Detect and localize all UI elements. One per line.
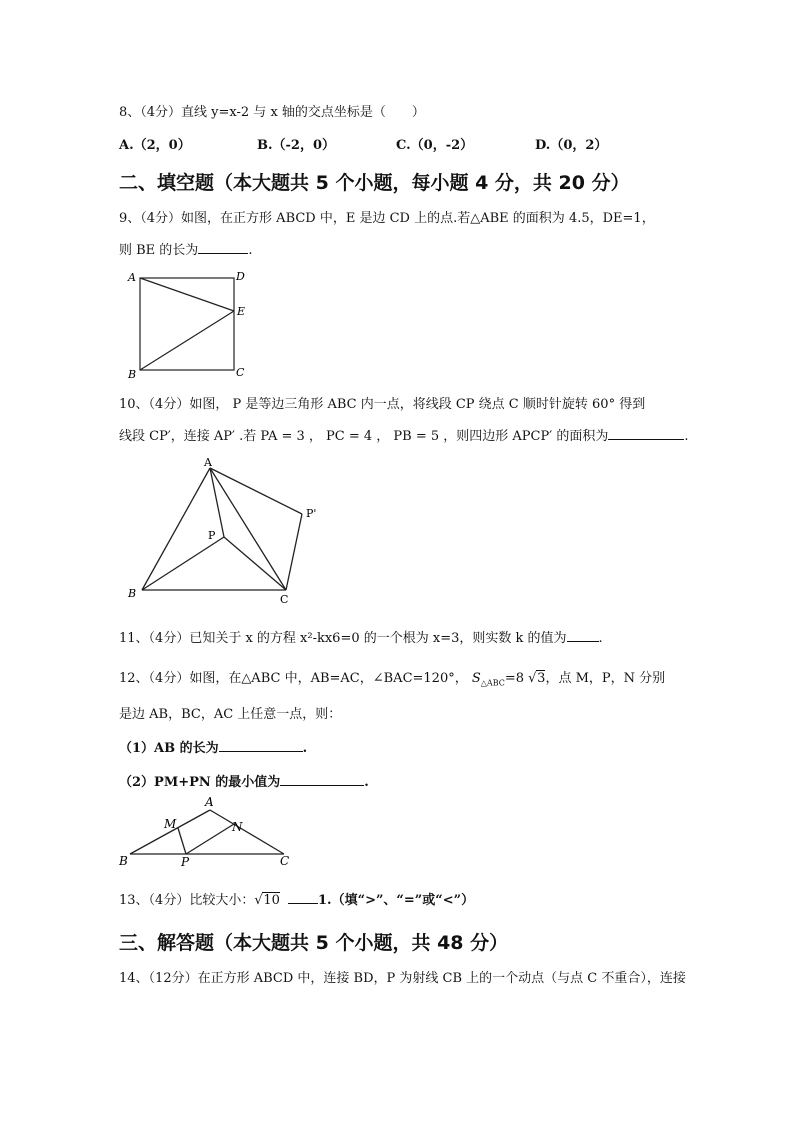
- q12-figure: [114, 794, 304, 870]
- q12-sqrt-value: 3: [537, 671, 546, 686]
- q9-label-d: D: [236, 270, 245, 283]
- q13-instruction: 1.（填“>”、“=”或“<”）: [318, 893, 475, 908]
- q8-option-d: D.（0，2）: [535, 138, 608, 153]
- q9-period: .: [248, 243, 253, 258]
- q9-figure: [118, 266, 258, 382]
- q9-label-a: A: [128, 271, 136, 284]
- q13-prompt: 13、（4分）比较大小：: [119, 893, 255, 908]
- q9-prompt: 则 BE 的长为: [119, 243, 199, 258]
- q9-label-b: B: [128, 368, 137, 381]
- q12-part1-blank: [219, 738, 303, 752]
- q12-segment-pn: [186, 824, 234, 854]
- q10-figure: [122, 454, 332, 604]
- q8-option-c: C.（0，-2）: [396, 138, 474, 153]
- q13-answer-blank: [288, 890, 318, 904]
- q10-answer-blank: [608, 426, 684, 440]
- q10-period: .: [684, 429, 689, 444]
- q14-line: 14、（12分）在正方形 ABCD 中，连接 BD，P 为射线 CB 上的一个动点（与点 C 不重合），连接: [119, 971, 686, 986]
- q12-part2-blank: [280, 772, 364, 786]
- q10-label-c: C: [280, 593, 289, 604]
- q11-line: [119, 628, 603, 648]
- q12-part1-period: .: [302, 741, 308, 756]
- q12-segment-mp: [178, 828, 186, 854]
- q10-segment-p2c: [286, 514, 302, 590]
- q9-line2: [119, 240, 252, 260]
- q11-period: .: [598, 631, 603, 646]
- q12-part1-prompt: （1）AB 的长为: [119, 741, 219, 756]
- q12-label-n: N: [232, 820, 243, 834]
- q12-label-p: P: [181, 855, 190, 869]
- q8-stem: 8、（4分）直线 y=x-2 与 x 轴的交点坐标是（ ）: [119, 105, 425, 120]
- q11-answer-blank: [567, 628, 599, 642]
- q10-line2: [119, 426, 688, 446]
- q10-segment-pc: [224, 537, 286, 590]
- q12-part2: [119, 772, 369, 792]
- q12-area-symbol: S: [471, 671, 481, 686]
- q12-label-m: M: [164, 817, 177, 831]
- q12-label-b: B: [119, 854, 128, 868]
- q12-area-subscript: △ABC: [480, 678, 505, 688]
- q12-part1: [119, 738, 307, 758]
- q9-answer-blank: [198, 240, 248, 254]
- q10-segment-bp: [142, 537, 224, 590]
- q12-line2: 是边 AB，BC，AC 上任意一点，则：: [119, 707, 342, 722]
- q12-area-equals: =8: [504, 671, 525, 686]
- q10-label-p-prime: P': [306, 507, 317, 520]
- q8-option-a: A.（2，0）: [119, 138, 191, 153]
- q12-part2-prompt: （2）PM+PN 的最小值为: [119, 775, 281, 790]
- q12-sqrt: √ 3: [528, 671, 546, 686]
- q9-segment-ae: [140, 278, 234, 311]
- q8-option-b: B.（-2，0）: [257, 138, 336, 153]
- q12-intro: 12、（4分）如图，在△ABC 中，AB=AC，∠BAC=120°，: [119, 671, 468, 686]
- q12-label-a: A: [205, 795, 214, 809]
- q11-prompt: 11、（4分）已知关于 x 的方程 x²-kx6=0 的一个根为 x=3，则实数 k 的值为: [119, 631, 567, 646]
- q12-part2-period: .: [364, 775, 369, 790]
- q9-label-c: C: [236, 366, 245, 379]
- q10-prompt: 线段 CP′，连接 AP′ .若 PA = 3 ， PC = 4 ， PB = 5 ，则四边形 APCP′ 的面积为: [119, 429, 609, 444]
- q9-line1: 9、（4分）如图，在正方形 ABCD 中，E 是边 CD 上的点.若△ABE 的面积为 4.5，DE=1，: [119, 211, 655, 226]
- q13-line: [119, 890, 474, 910]
- q10-label-p: P: [208, 529, 216, 542]
- section-2-title: 二、填空题（本大题共 5 个小题，每小题 4 分，共 20 分）: [119, 172, 630, 194]
- q10-label-b: B: [128, 587, 137, 600]
- q13-sqrt: √ 10: [254, 893, 280, 908]
- q12-line1: [119, 670, 665, 693]
- q12-label-c: C: [280, 854, 290, 868]
- q10-segment-ab: [142, 468, 210, 590]
- q9-segment-be: [140, 311, 234, 370]
- q12-points-text: ，点 M，P，N 分别: [545, 671, 666, 686]
- q9-square: [140, 278, 234, 370]
- q10-line1: 10、（4分）如图， P 是等边三角形 ABC 内一点，将线段 CP 绕点 C 顺时针旋转 60° 得到: [119, 397, 646, 412]
- q9-label-e: E: [237, 305, 246, 318]
- q10-label-a: A: [204, 456, 212, 469]
- section-3-title: 三、解答题（本大题共 5 个小题，共 48 分）: [119, 932, 509, 954]
- q13-sqrt-value: 10: [263, 893, 280, 908]
